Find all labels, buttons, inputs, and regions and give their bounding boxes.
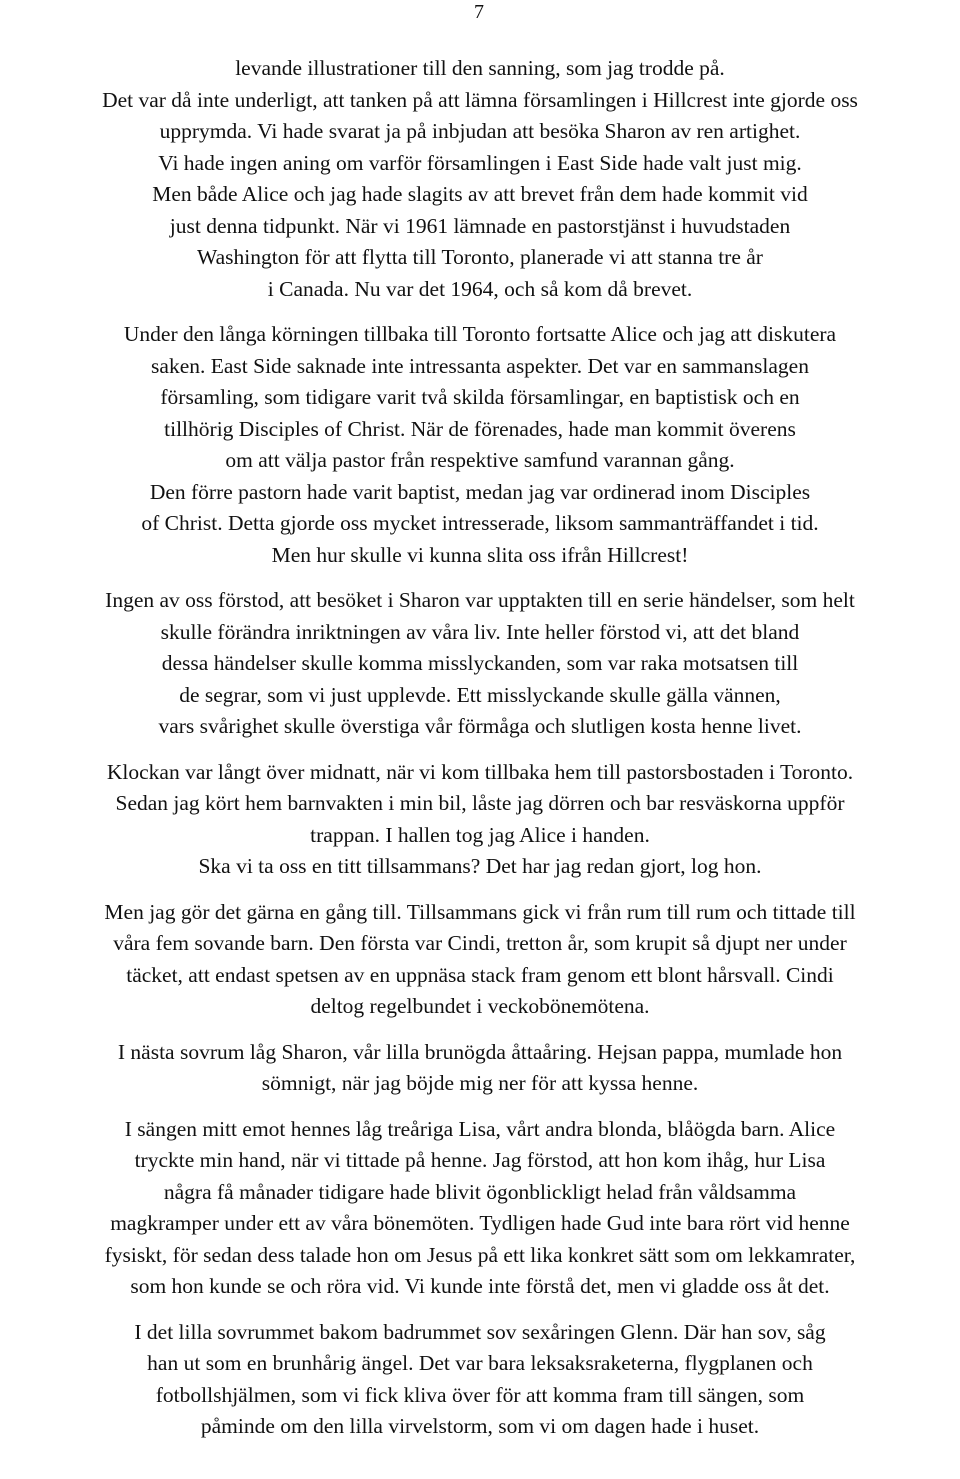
text-line: magkramper under ett av våra bönemöten. Tydligen hade Gud inte bara rört vid henne [110,1211,850,1235]
text-line: påminde om den lilla virvelstorm, som vi om dagen hade i huset. [200,1414,760,1438]
text-line: täcket, att endast spetsen av en uppnäsa stack fram genom ett blont hårsvall. Cindi [126,962,834,987]
text-line: I det lilla sovrummet bakom badrummet sov sexåringen Glenn. Där han sov, såg [134,1319,826,1344]
text-line: Sedan jag kört hem barnvakten i min bil, låste jag dörren och bar resväskorna uppför [115,791,845,815]
paragraph-3 [0,585,960,743]
text-line: i Canada. Nu var det 1964, och så kom då brevet. [267,276,693,301]
text-line: I nästa sovrum låg Sharon, vår lilla brunögda åttaåring. Hejsan pappa, mumlade hon [117,1039,843,1064]
text-line: skulle förändra inriktningen av våra liv. Inte heller förstod vi, att det bland [160,619,800,644]
text-line: Ingen av oss förstod, att besöket i Sharon var upptakten till en serie händelser, som helt [105,588,855,612]
text-line: tryckte min hand, när vi tittade på henne. Jag förstod, att hon kom ihåg, hur Lisa [134,1148,826,1172]
text-line: deltog regelbundet i veckobönemötena. [310,994,650,1018]
text-line: om att välja pastor från respektive samfund varannan gång. [225,448,735,472]
text-line: dessa händelser skulle komma misslyckanden, som var raka motsatsen till [161,651,799,675]
text-line: några få månader tidigare hade blivit ögonblickligt helad från våldsamma [163,1179,797,1204]
text-line: som hon kunde se och röra vid. Vi kunde inte förstå det, men vi gladde oss åt det. [130,1274,830,1298]
text-line: Men hur skulle vi kunna slita oss ifrån Hillcrest! [271,542,689,567]
text-line: Den förre pastorn hade varit baptist, medan jag var ordinerad inom Disciples [149,479,811,504]
text-line: Men jag gör det gärna en gång till. Tillsammans gick vi från rum till rum och tittade till [104,899,856,924]
text-line: of Christ. Detta gjorde oss mycket intresserade, liksom sammanträffandet i tid. [141,511,819,535]
text-line: just denna tidpunkt. När vi 1961 lämnade en pastorstjänst i huvudstaden [169,213,791,238]
text-line: våra fem sovande barn. Den första var Cindi, tretton år, som krupit så djupt ner under [113,931,847,955]
text-line: Vi hade ingen aning om varför församlingen i East Side hade valt just mig. [158,150,802,175]
text-line: vars svårighet skulle överstiga vår förmåga och slutligen kosta henne livet. [158,714,802,738]
paragraph-4 [0,757,960,883]
paragraph-7 [0,1114,960,1303]
paragraph-8 [0,1317,960,1443]
text-line: församling, som tidigare varit två skilda församlingar, en baptistisk och en [160,385,800,409]
text-line: tillhörig Disciples of Christ. När de förenades, hade man kommit överens [164,416,796,441]
text-line: sömnigt, när jag böjde mig ner för att kyssa henne. [261,1071,699,1095]
text-line: Men både Alice och jag hade slagits av att brevet från dem hade kommit vid [152,182,808,206]
text-line: han ut som en brunhårig ängel. Det var bara leksaksraketerna, flygplanen och [147,1351,813,1375]
text-line: Under den långa körningen tillbaka till Toronto fortsatte Alice och jag att diskutera [123,322,837,346]
paragraph-5 [0,897,960,1023]
text-line: saken. East Side saknade inte intressanta aspekter. Det var en sammanslagen [151,353,809,378]
page-number: 7 [474,1,484,23]
text-line: levande illustrationer till den sanning, som jag trodde på. [235,56,725,80]
text-line: Washington för att flytta till Toronto, planerade vi att stanna tre år [197,245,763,269]
text-line: Klockan var långt över midnatt, när vi kom tillbaka hem till pastorsbostaden i Toronto. [106,759,854,784]
text-line: fotbollshjälmen, som vi fick kliva över för att komma fram till sängen, som [155,1382,805,1407]
text-line: Ska vi ta oss en titt tillsammans? Det har jag redan gjort, log hon. [198,854,762,878]
text-line: I sängen mitt emot hennes låg treåriga Lisa, vårt andra blonda, blåögda barn. Alice [124,1116,836,1141]
paragraph-1 [0,53,960,305]
text-line: Det var då inte underligt, att tanken på att lämna församlingen i Hillcrest inte gjorde oss [102,87,858,112]
document-body [0,53,960,1457]
text-line: upprymda. Vi hade svarat ja på inbjudan att besöka Sharon av ren artighet. [159,119,801,143]
paragraph-2 [0,319,960,571]
paragraph-6 [0,1037,960,1100]
text-line: fysiskt, för sedan dess talade hon om Jesus på ett lika konkret sätt som om lekkamrater, [104,1242,856,1267]
text-line: de segrar, som vi just upplevde. Ett misslyckande skulle gälla vännen, [179,682,781,707]
text-line: trappan. I hallen tog jag Alice i handen. [310,822,650,847]
